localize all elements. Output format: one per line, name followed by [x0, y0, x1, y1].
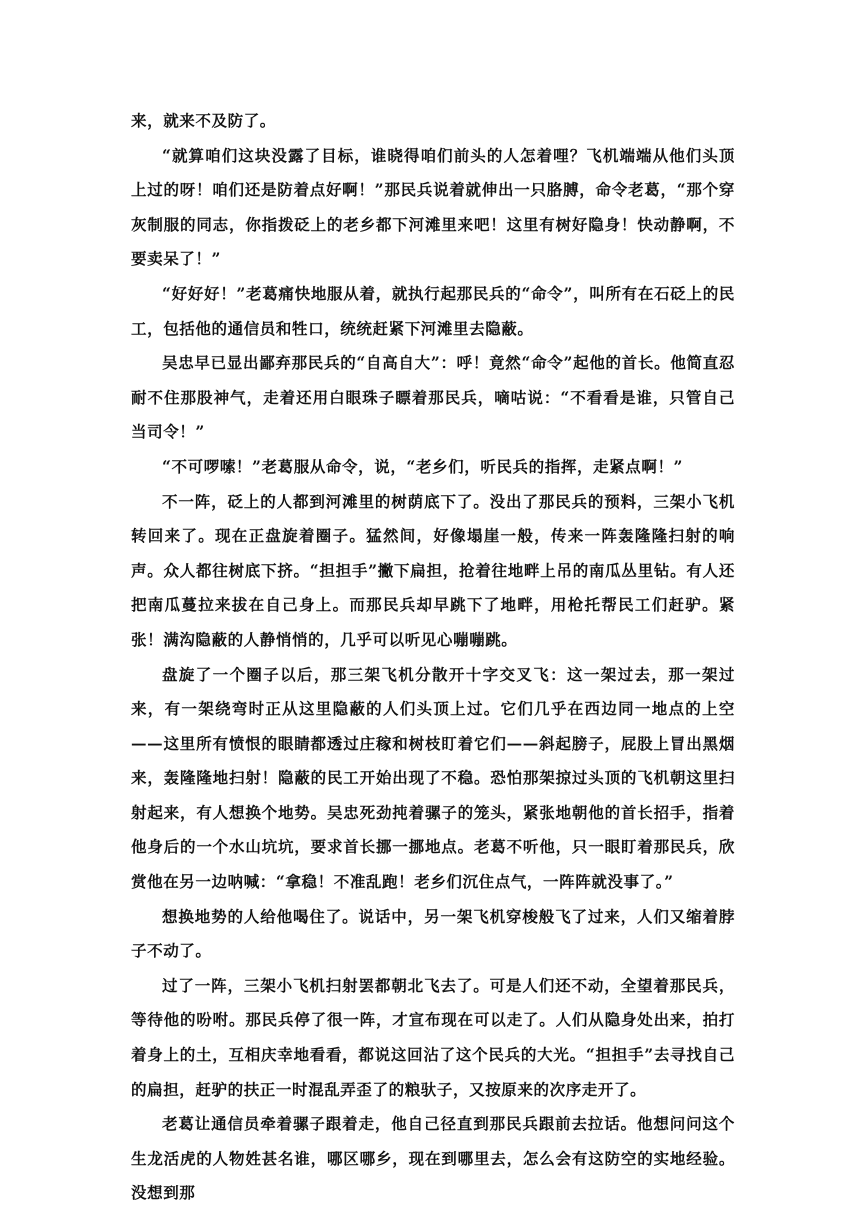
- paragraph: 吴忠早已显出鄙弃那民兵的“自高自大”：呼！竟然“命令”起他的首长。他简直忍耐不住那股神气，走着还用白眼珠子瞟着那民兵，嘀咕说：“不看看是谁，只管自己当司令！”: [131, 353, 735, 442]
- paragraph: “就算咱们这块没露了目标，谁晓得咱们前头的人怎着哩？飞机端端从他们头顶上过的呀！咱们还是防着点好啊！”那民兵说着就伸出一只胳膊，命令老葛，“那个穿灰制服的同志，你指拨砭上的老乡都下河滩里来吧！这里有树好隐身！快动静啊，不要卖呆了！”: [131, 145, 735, 269]
- paragraph: 过了一阵，三架小飞机扫射罢都朝北飞去了。可是人们还不动，全望着那民兵，等待他的吩咐。那民兵停了很一阵，才宣布现在可以走了。人们从隐身处出来，拍打着身上的土，互相庆幸地看看，都说这回沾了这个民兵的大光。“担担手”去寻找自己的扁担，赶驴的扶正一时混乱弄歪了的粮驮子，又按原来的次序走开了。: [131, 975, 735, 1099]
- paragraph: 来，就来不及防了。: [131, 111, 276, 130]
- article-body: [131, 104, 735, 1211]
- paragraph: 盘旋了一个圈子以后，那三架飞机分散开十字交叉飞：这一架过去，那一架过来，有一架绕弯时正从这里隐蔽的人们头顶上过。它们几乎在西边同一地点的上空——这里所有愤恨的眼睛都透过庄稼和树枝盯着它们——斜起膀子，屁股上冒出黑烟来，轰隆隆地扫射！隐蔽的民工开始出现了不稳。恐怕那架掠过头顶的飞机朝这里扫射起来，有人想换个地势。吴忠死劲扽着骡子的笼头，紧张地朝他的首长招手，指着他身后的一个水山坑坑，要求首长挪一挪地点。老葛不听他，只一眼盯着那民兵，欣赏他在另一边呐喊：“拿稳！不准乱跑！老乡们沉住点气，一阵阵就没事了。”: [131, 664, 735, 892]
- paragraph: 想换地势的人给他喝住了。说话中，另一架飞机穿梭般飞了过来，人们又缩着脖子不动了。: [131, 906, 735, 961]
- paragraph: 不一阵，砭上的人都到河滩里的树荫底下了。没出了那民兵的预料，三架小飞机转回来了。现在正盘旋着圈子。猛然间，好像塌崖一般，传来一阵轰隆隆扫射的响声。众人都往树底下挤。“担担手”撇下扁担，抢着往地畔上吊的南瓜丛里钻。有人还把南瓜蔓拉来拔在自己身上。而那民兵却早跳下了地畔，用枪托帮民工们赶驴。紧张！满沟隐蔽的人静悄悄的，几乎可以听见心嘣嘣跳。: [131, 491, 735, 649]
- paragraph: “不可啰嗦！”老葛服从命令，说，“老乡们，听民兵的指挥，走紧点啊！”: [162, 456, 684, 476]
- paragraph: “好好好！”老葛痛快地服从着，就执行起那民兵的“命令”，叫所有在石砭上的民工，包括他的通信员和牲口，统统赶紧下河滩里去隐蔽。: [131, 283, 735, 338]
- paragraph: 老葛让通信员牵着骡子跟着走，他自己径直到那民兵跟前去拉话。他想问问这个生龙活虎的人物姓甚名谁，哪区哪乡，现在到哪里去，怎么会有这防空的实地经验。没想到那: [131, 1114, 735, 1203]
